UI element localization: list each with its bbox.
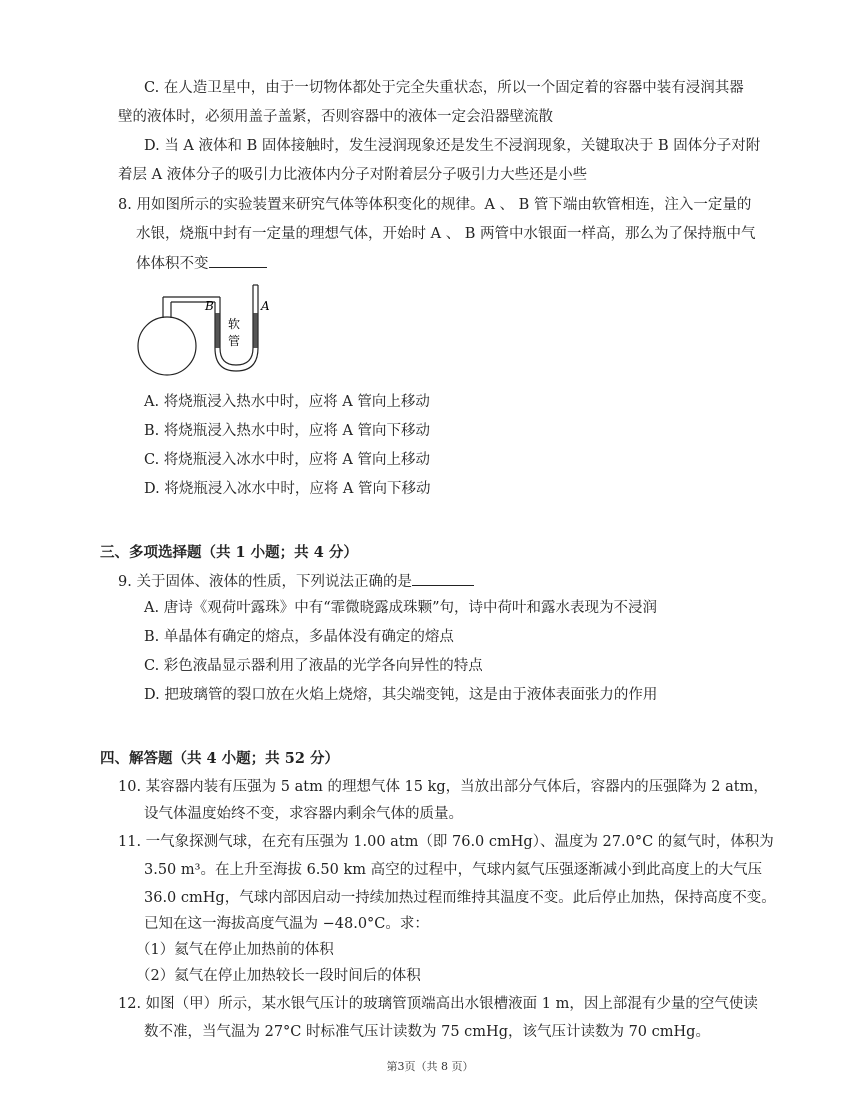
q11-line1: 11. 一气象探测气球，在充有压强为 1.00 atm（即 76.0 cmHg）、温度为 27.0°C 的氦气时，体积为: [118, 834, 774, 850]
q8-option-c: C. 将烧瓶浸入冰水中时，应将 A 管向上移动: [144, 452, 430, 468]
q8-stem-line3: [136, 253, 267, 274]
q12-line2: 数不准，当气温为 27°C 时标准气压计读数为 75 cmHg，该气压计读数为 70 cmHg。: [144, 1024, 710, 1040]
q9-option-a: A. 唐诗《观荷叶露珠》中有“霏微晓露成珠颗”句，诗中荷叶和露水表现为不浸润: [144, 600, 658, 616]
q11-line2: 3.50 m³。在上升至海拔 6.50 km 高空的过程中，气球内氦气压强逐渐减小到此高度上的大气压: [144, 862, 763, 878]
q8-stem-line2: 水银，烧瓶中封有一定量的理想气体，开始时 A 、 B 两管中水银面一样高，那么为了保持瓶中气: [136, 226, 756, 242]
q8-option-a: A. 将烧瓶浸入热水中时，应将 A 管向上移动: [144, 394, 430, 410]
q7-option-c-line1: C. 在人造卫星中，由于一切物体都处于完全失重状态，所以一个固定着的容器中装有浸润其器: [144, 80, 744, 96]
q11-line3: 36.0 cmHg，气球内部因启动一持续加热过程而维持其温度不变。此后停止加热，保持高度不变。: [144, 890, 776, 906]
q10-line1: 10. 某容器内装有压强为 5 atm 的理想气体 15 kg，当放出部分气体后，容器内的压强降为 2 atm，: [118, 779, 768, 795]
page-footer: 第3页（共 8 页）: [386, 1060, 474, 1073]
label-b: B: [205, 299, 214, 313]
q9-stem-text: 9. 关于固体、液体的性质，下列说法正确的是: [118, 574, 412, 590]
label-a: A: [261, 299, 270, 313]
q11-sub1: （1）氦气在停止加热前的体积: [136, 942, 334, 958]
q9-option-b: B. 单晶体有确定的熔点，多晶体没有确定的熔点: [144, 629, 454, 645]
q9-option-c: C. 彩色液晶显示器利用了液晶的光学各向异性的特点: [144, 658, 483, 674]
experiment-apparatus-figure: [135, 283, 275, 388]
q8-stem-line1: 8. 用如图所示的实验装置来研究气体等体积变化的规律。A 、 B 管下端由软管相连，注入一定量的: [118, 197, 752, 213]
label-soft-1: 软: [228, 317, 241, 331]
q8-stem-text: 体体积不变: [136, 256, 209, 272]
soft-tube: [215, 348, 258, 371]
q7-option-c-line2: 壁的液体时，必须用盖子盖紧，否则容器中的液体一定会沿器壁流散: [118, 109, 553, 125]
q11-line4: 已知在这一海拔高度气温为 −48.0°C。求：: [144, 916, 429, 932]
q10-line2: 设气体温度始终不变，求容器内剩余气体的质量。: [144, 806, 463, 822]
q8-option-b: B. 将烧瓶浸入热水中时，应将 A 管向下移动: [144, 423, 431, 439]
q7-option-d-line1: D. 当 A 液体和 B 固体接触时，发生浸润现象还是发生不浸润现象，关键取决于 B 固体分子对附: [144, 138, 761, 154]
section-3-title: 三、多项选择题（共 1 小题；共 4 分）: [100, 544, 358, 561]
q11-sub2: （2）氦气在停止加热较长一段时间后的体积: [136, 968, 421, 984]
q12-line1: 12. 如图（甲）所示，某水银气压计的玻璃管顶端高出水银槽液面 1 m，因上部混有少量的空气使读: [118, 996, 758, 1012]
answer-blank: [412, 571, 474, 586]
q7-option-d-line2: 着层 A 液体分子的吸引力比液体内分子对附着层分子吸引力大些还是小些: [118, 167, 588, 183]
q9-stem: [118, 571, 474, 592]
section-4-title: 四、解答题（共 4 小题；共 52 分）: [100, 750, 339, 767]
q9-option-d: D. 把玻璃管的裂口放在火焰上烧熔，其尖端变钝，这是由于液体表面张力的作用: [144, 687, 658, 703]
label-soft-2: 管: [228, 334, 241, 348]
flask-bulb: [138, 317, 196, 375]
answer-blank: [209, 253, 267, 268]
q8-option-d: D. 将烧瓶浸入冰水中时，应将 A 管向下移动: [144, 481, 431, 497]
